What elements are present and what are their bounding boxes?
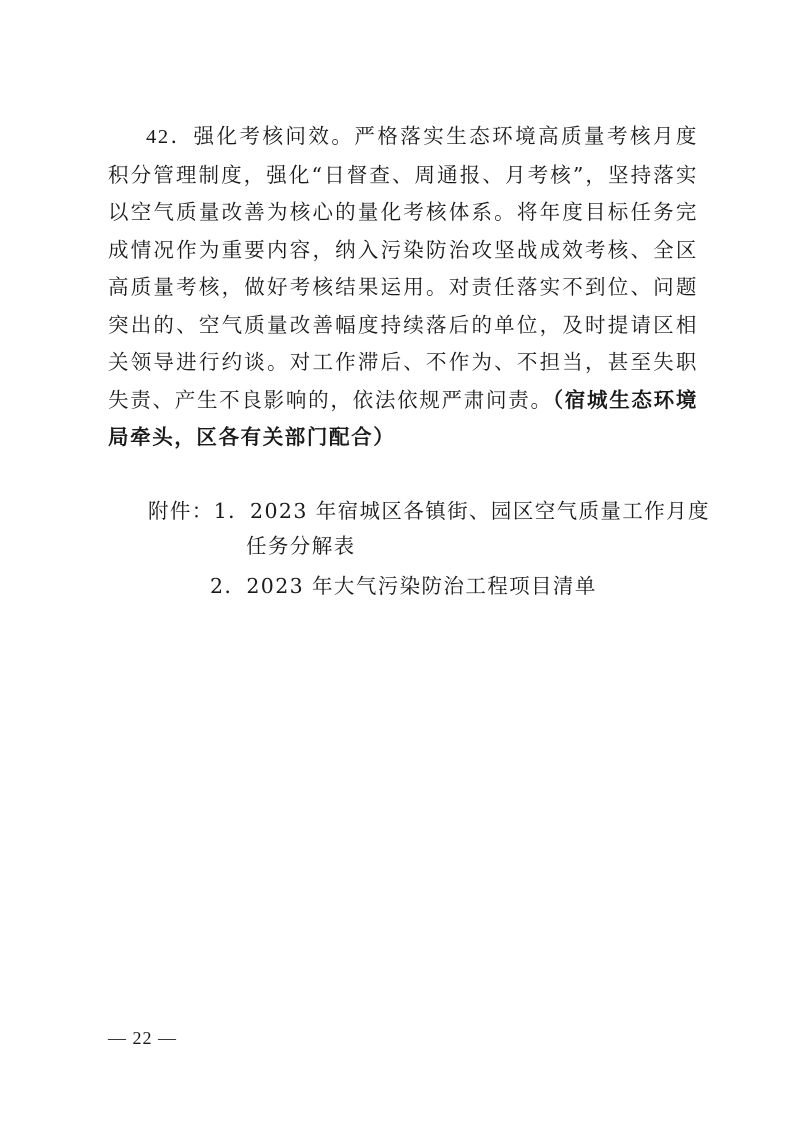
attachment-2-title: 2023 年大气污染防治工程项目清单: [246, 574, 597, 598]
paragraph-owner: （宿城生态环境局牵头，区各有关部门配合）: [108, 387, 699, 449]
paragraph-lead: 强化考核问效。: [193, 124, 355, 148]
attachment-1-title: 2023 年宿城区各镇街、园区空气质量工作月度: [250, 499, 710, 523]
attachment-item-1-continuation: 任务分解表: [246, 534, 356, 558]
page-number: — 22 —: [108, 1028, 177, 1048]
attachment-1-number: 1．: [213, 499, 251, 523]
attachment-label: 附件：: [148, 499, 214, 523]
paragraph-42: [108, 118, 698, 457]
paragraph-body: 严格落实生态环境高质量考核月度积分管理制度，强化“日督查、周通报、月考核”，坚持落实以空气质量改善为核心的量化考核体系。将年度目标任务完成情况作为重要内容，纳入污染防治攻坚战成效考核、全区高质量考核，做好考核结果运用。对责任落实不到位、问题突出的、空气质量改善幅度持续落后的单位，及时提请区相关领导进行约谈。对工作滞后、不作为、不担当，甚至失职失责、产生不良影响的，依法依规严肃问责。: [108, 124, 699, 412]
attachment-item-1: [148, 495, 710, 528]
attachment-item-2: [210, 570, 597, 603]
paragraph-number: 42．: [146, 126, 194, 148]
attachment-2-number: 2．: [210, 574, 247, 598]
